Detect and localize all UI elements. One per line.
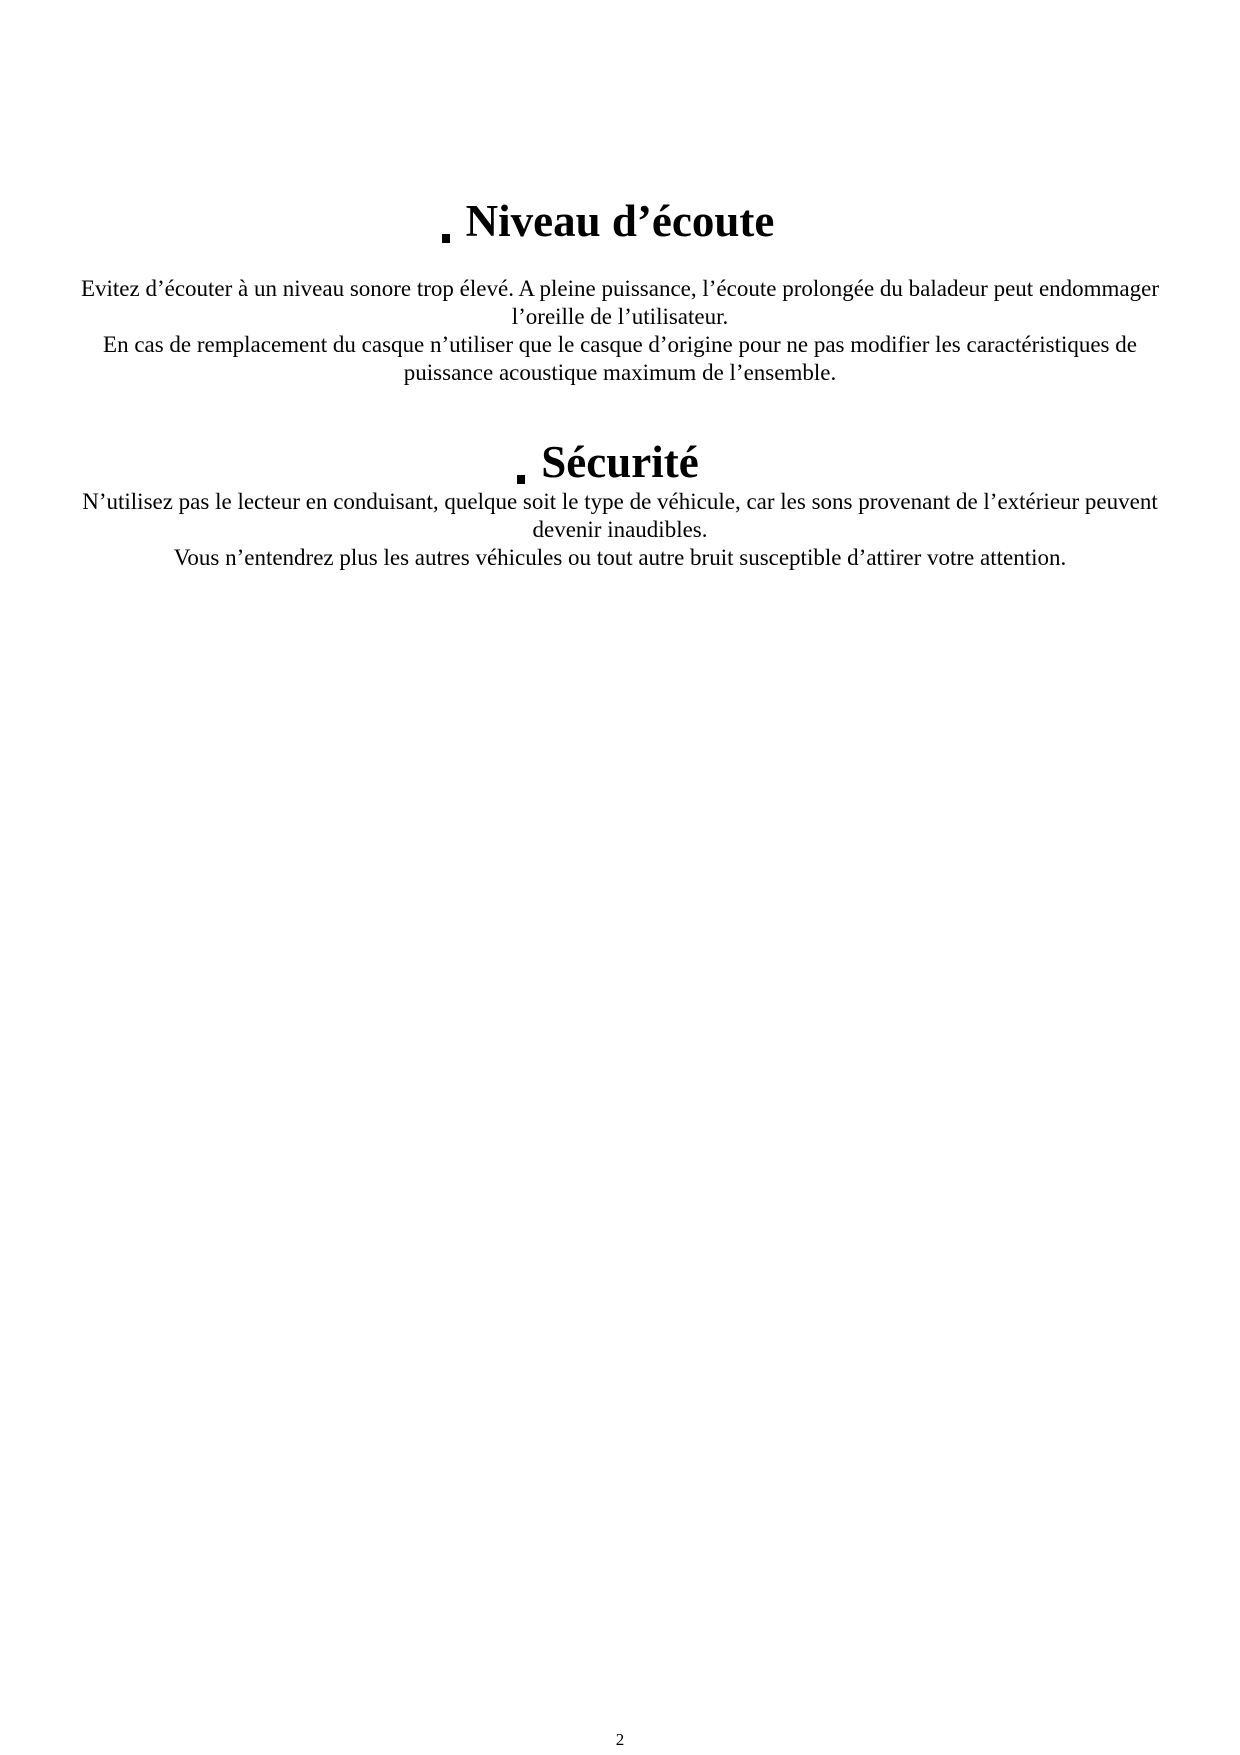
- section-listening-level: [60, 195, 1180, 387]
- paragraph: Evitez d’écouter à un niveau sonore trop élevé. A pleine puissance, l’écoute prolongée du baladeur peut endommager l’oreille de l’utilisateur.: [80, 276, 1160, 329]
- section-heading: [541, 436, 698, 488]
- square-bullet-icon: [517, 475, 525, 484]
- section-body: [60, 488, 1180, 572]
- paragraph: N’utilisez pas le lecteur en conduisant, quelque soit le type de véhicule, car les sons provenant de l’extérieur peuvent devenir inaudibles.: [82, 489, 1158, 542]
- section-safety: [60, 436, 1180, 572]
- paragraph: Vous n’entendrez plus les autres véhicules ou tout autre bruit susceptible d’attirer votre attention.: [173, 545, 1067, 570]
- heading-text: Niveau d’écoute: [465, 196, 775, 246]
- square-bullet-icon: [442, 234, 450, 243]
- section-body: [60, 275, 1180, 387]
- heading-text: Sécurité: [541, 437, 699, 487]
- page-number: 2: [615, 1730, 625, 1749]
- section-heading: [466, 195, 775, 247]
- paragraph: En cas de remplacement du casque n’utiliser que le casque d’origine pour ne pas modifier les caractéristiques de puissance acoustique maximum de l’ensemble.: [103, 332, 1137, 385]
